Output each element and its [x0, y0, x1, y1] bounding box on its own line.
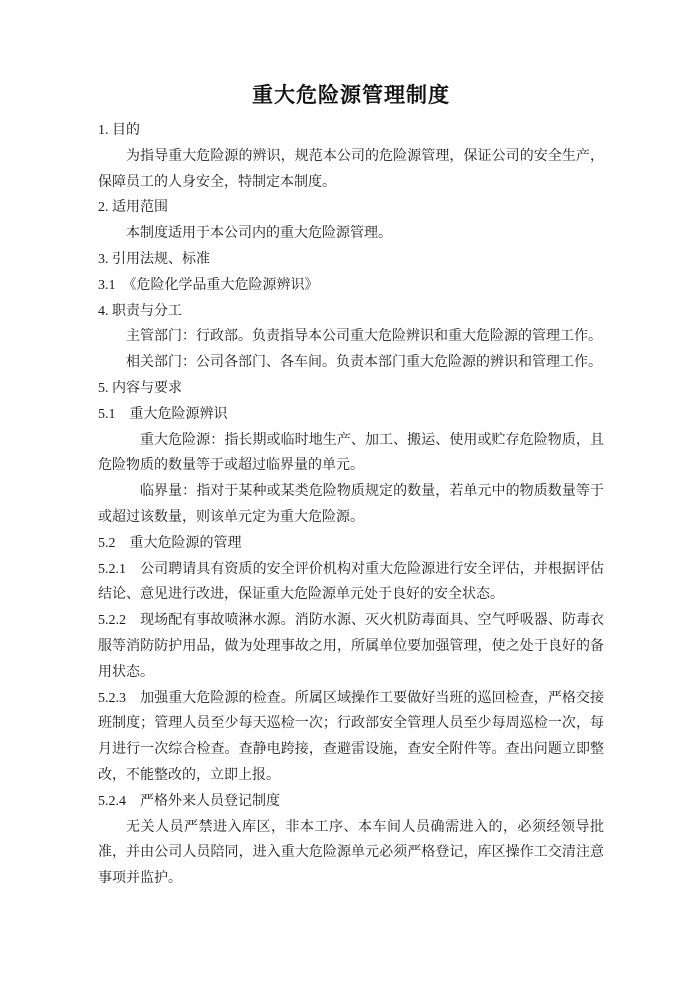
heading-purpose: 1. 目的: [98, 123, 140, 138]
subheading-hazard-identification: 5.1 重大危险源辨识: [98, 406, 228, 422]
paragraph-scope: 本制度适用于本公司内的重大危险源管理。: [126, 226, 392, 242]
heading-references: 3. 引用法规、标准: [98, 251, 210, 267]
heading-content-requirements: 5. 内容与要求: [98, 380, 182, 396]
heading-scope: 2. 适用范围: [98, 200, 168, 216]
paragraph-related-departments: 相关部门：公司各部门、各车间。负责本部门重大危险源的辨识和管理工作。: [126, 355, 602, 371]
paragraph-purpose: 为指导重大危险源的辨识，规范本公司的危险源管理，保证公司的安全生产，保障员工的人身安全，特制定本制度。: [98, 148, 604, 190]
paragraph-emergency-equipment: 5.2.2 现场配有事故喷淋水源。消防水源、灭火机防毒面具、空气呼吸器、防毒衣服等消防防护用品，做为处理事故之用，所属单位要加强管理，使之处于良好的备用状态。: [98, 613, 604, 680]
document-title: 重大危险源管理制度: [252, 83, 450, 107]
paragraph-lead-department: 主管部门：行政部。负责指导本公司重大危险辨识和重大危险源的管理工作。: [126, 329, 602, 345]
paragraph-safety-assessment: 5.2.1 公司聘请具有资质的安全评价机构对重大危险源进行安全评估，并根据评估结论、意见进行改进，保证重大危险源单元处于良好的安全状态。: [98, 561, 604, 603]
subheading-hazard-management: 5.2 重大危险源的管理: [98, 535, 242, 551]
subheading-visitor-registration: 5.2.4 严格外来人员登记制度: [98, 793, 280, 809]
paragraph-visitor-rules: 无关人员严禁进入库区，非本工序、本车间人员确需进入的，必须经领导批准，并由公司人员陪同，进入重大危险源单元必须严格登记，库区操作工交清注意事项并监护。: [98, 819, 604, 887]
heading-responsibilities: 4. 职责与分工: [98, 303, 182, 319]
subheading-reference-standard: 3.1 《危险化学品重大危险源辨识》: [98, 277, 319, 293]
paragraph-threshold-definition: 临界量：指对于某种或某类危险物质规定的数量，若单元中的物质数量等于或超过该数量，则该单元定为重大危险源。: [98, 484, 604, 525]
paragraph-major-hazard-definition: 重大危险源：指长期或临时地生产、加工、搬运、使用或贮存危险物质，且危险物质的数量等于或超过临界量的单元。: [98, 432, 604, 474]
paragraph-inspection: 5.2.3 加强重大危险源的检查。所属区域操作工要做好当班的巡回检查，严格交接班制度；管理人员至少每天巡检一次；行政部安全管理人员至少每周巡检一次，每月进行一次综合检查。查静电跨接，查避雷设施，查安全附件等。查出问题立即整改，不能整改的，立即上报。: [98, 690, 604, 783]
